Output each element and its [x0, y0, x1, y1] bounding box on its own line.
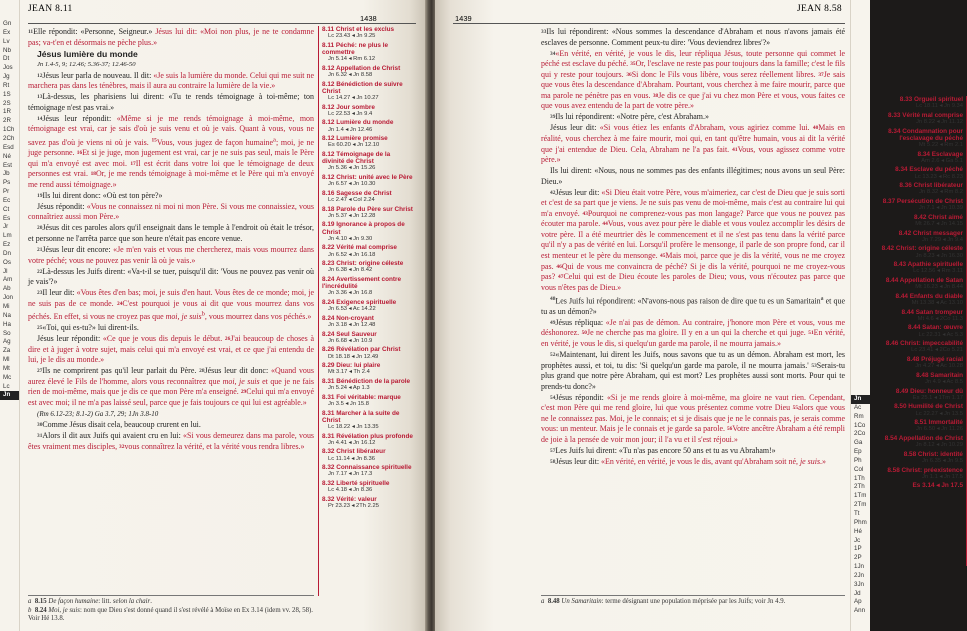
topic-refs: Jn 8.32 ◂ Rm 8.2 — [919, 189, 963, 196]
topic-refs: Jn 6.50 ◂ Jn 11.26 — [916, 426, 963, 433]
thumb-tab[interactable]: Jc — [854, 536, 861, 544]
thumb-tab[interactable]: Ga — [854, 439, 863, 447]
topic-title: 8.48 Samaritain — [916, 371, 963, 379]
topic-refs: Jn 6.53 ◂ Ac 14.22 — [328, 306, 376, 313]
topic-title: 8.34 Condamnation pour l'esclavage du péché — [888, 127, 963, 142]
topic-entry — [322, 433, 413, 447]
topic-refs: Dt 18.18 ◂ Jn 12.49 — [328, 353, 379, 360]
topic-title: 8.11 Péché: ne plus le commettre — [322, 41, 389, 56]
topic-title: 8.36 Christ libérateur — [899, 182, 963, 190]
thumb-tab[interactable]: 2Th — [854, 483, 865, 491]
topic-title: 8.19 Ignorance à propos de Christ — [322, 221, 405, 236]
thumb-tab[interactable]: 1Th — [854, 474, 865, 482]
topic-entry — [322, 190, 413, 204]
thumb-tab[interactable]: Ep — [854, 448, 862, 456]
topic-title: 8.44 Satan: œuvre — [907, 324, 963, 332]
thumb-tab[interactable]: Esd — [3, 143, 14, 151]
topic-title: 8.43 Apathie spirituelle — [893, 261, 963, 269]
topic-entry — [322, 119, 413, 133]
verse-paragraph: Jésus leur répondit: «Ce que je vous dis depuis le début. $^{26}$J'ai beaucoup de choses à dire et à juger à votre sujet, mais celui qui m'a envoyé est vrai, et ce que j'ai entendu de lui, je le dis au monde.» — [28, 334, 314, 365]
topic-refs: Es 60.20 ◂ Jn 12.10 — [328, 142, 380, 149]
thumb-tab[interactable]: Lc — [3, 382, 10, 390]
thumb-tab[interactable]: 1Ch — [3, 126, 15, 134]
thumb-tab[interactable]: Jos — [3, 64, 13, 72]
topic-refs: Jn 5.24 ◂ Ap 1.3 — [328, 385, 370, 392]
topic-entry — [322, 81, 413, 102]
topic-entry — [322, 244, 413, 258]
thumb-tab[interactable]: Ct — [3, 205, 10, 213]
topic-title: 8.12 Lumière du monde — [322, 119, 394, 127]
topic-sidebar — [880, 96, 967, 566]
topic-entry — [880, 403, 963, 417]
verse-paragraph: $^{31}$Alors il dit aux Juifs qui avaient cru en lui: «Si vous demeurez dans ma parole, vous êtes vraiment mes disciples, $^{32}$vous connaîtrez la vérité, et la vérité vous rendra libres.» — [28, 431, 315, 451]
topic-entry — [322, 362, 413, 376]
topic-refs: Mt 5.22 ◂ Rm 2.1 — [918, 142, 963, 148]
thumb-tab[interactable]: Ha — [3, 320, 11, 328]
thumb-tab[interactable]: Os — [3, 258, 11, 266]
topic-refs: Jn 6.35 ◂ Jn 9.5 — [922, 457, 963, 464]
thumb-tab[interactable]: Hé — [854, 527, 862, 535]
topic-refs: Lc 22.27 ◂ Jn 13.5 — [915, 410, 963, 417]
topic-title: 8.31 Foi véritable: marque — [322, 393, 401, 401]
topic-entry — [880, 293, 963, 307]
topic-title: 8.31 Bénédiction de la parole — [322, 377, 411, 385]
book-thumb-index — [0, 0, 20, 631]
verse-paragraph: $^{30}$Comme Jésus disait cela, beaucoup crurent en lui. — [37, 419, 201, 429]
topic-refs: Jn 3.36 ◂ Jn 16.8 — [328, 290, 373, 297]
topic-entry — [322, 496, 413, 510]
topic-refs: Jn 7.29 ◂ Jn 9.4 — [922, 236, 963, 243]
header-rule — [453, 23, 845, 24]
topic-entry — [322, 135, 413, 149]
thumb-tab[interactable]: 2Jn — [854, 571, 864, 579]
topic-title: 8.31 Marcher à la suite de Christ — [322, 409, 400, 424]
thumb-tab[interactable]: 1S — [3, 90, 11, 98]
footnote: a 8.48 Un Samaritain: terme désignant une population méprisée par les Juifs; voir Jn 4.9. — [541, 598, 786, 605]
topic-title: 8.54 Appellation de Christ — [884, 434, 963, 442]
thumb-tab[interactable]: Ag — [3, 338, 11, 346]
thumb-tab[interactable]: Am — [3, 276, 13, 284]
book-thumb-index — [850, 0, 870, 631]
page-number: 1438 — [360, 14, 377, 23]
footnote-rule — [28, 595, 314, 596]
thumb-tab[interactable]: Phm — [854, 518, 867, 526]
thumb-tab[interactable]: 3Jn — [854, 580, 864, 588]
topic-sidebar — [318, 26, 413, 596]
topic-entry — [322, 448, 413, 462]
topic-title: 8.18 Parole du Père sur Christ — [322, 205, 413, 213]
verse-paragraph: $^{48}$Les Juifs lui répondirent: «N'avons-nous pas raison de dire que tu es un Samaritain$^a$ et que tu as un démon?» — [541, 294, 845, 316]
verse-paragraph: $^{14}$Jésus leur répondit: «Même si je me rends témoignage à moi-même, mon témoignage est vrai, car je sais d'où je suis venu et où je vais. Quant à vous, vous ne savez pas d'où je viens ni où je vais. $^{15}$Vous, vous jugez de façon humaine$^a$; moi, je ne juge personne. $^{16}$Et si je juge, mon jugement est vrai, car je ne suis pas seul, mais le Père qui m'a envoyé est avec moi. $^{17}$Il est écrit dans votre loi que le témoignage de deux personnes est vrai. $^{18}$Or, je me rends témoignage à moi-même et le Père qui m'a envoyé me rend aussi témoignage.» — [28, 113, 315, 189]
thumb-tab[interactable]: Gn — [3, 20, 12, 27]
topic-entry — [322, 221, 413, 242]
footnotes — [541, 598, 845, 607]
topic-refs: Jn 1.1 ◂ Jn 17.5 — [922, 473, 963, 480]
topic-entry — [322, 104, 413, 118]
topic-title: 8.12 Christ: unité avec le Père — [322, 173, 413, 181]
topic-refs: Jn 5.36 ◂ Jn 15.26 — [328, 165, 376, 172]
thumb-tab[interactable]: Ps — [3, 179, 11, 187]
topic-entry — [880, 340, 963, 354]
thumb-tab[interactable]: Ml — [3, 356, 10, 364]
thumb-tab[interactable]: 2R — [3, 117, 11, 125]
topic-refs: Jn 4.10 ◂ Jn 9.30 — [328, 235, 373, 242]
topic-title: 8.48 Préjugé racial — [906, 355, 963, 363]
verse-paragraph: Jésus leur dit: «Si vous étiez les enfants d'Abraham, vous agiriez comme lui. $^{40}$Mais en réalité, vous cherchez à me faire mourir, moi qui, en tant qu'être humain, vous ai dit la vérité que j'ai entendue de Dieu. Cela, Abraham ne l'a pas fait. $^{41}$Vous, vous agissez comme votre père.» — [541, 123, 846, 165]
thumb-tab[interactable]: Es — [3, 214, 11, 222]
thumb-tab[interactable]: Tt — [854, 509, 860, 517]
main-text-column — [28, 27, 314, 592]
thumb-tab[interactable]: Ex — [3, 28, 11, 36]
parallel-refs: Jn 1.4-5, 9; 12.46; 5.36-37; 12.46-50 — [37, 60, 136, 68]
topic-refs: Jn 4.9 ◂ Ac 8.5 — [924, 378, 963, 385]
topic-refs: Pr 23.23 ◂ 2Th 2.25 — [328, 502, 379, 509]
topic-refs: Lc 4.18 ◂ Jn 8.36 — [328, 487, 373, 494]
topic-title: 8.44 Appellation de Satan — [885, 276, 963, 284]
verse-paragraph: $^{13}$Là-dessus, les pharisiens lui dirent: «Tu te rends témoignage à toi-même; ton témoignage n'est pas vrai.» — [28, 92, 314, 112]
topic-title: 8.16 Sagesse de Christ — [322, 189, 392, 197]
topic-entry — [880, 166, 963, 180]
topic-refs: Lc 22.31 ◂ Ac 5.3 — [918, 331, 963, 338]
thumb-tab[interactable]: Ec — [3, 196, 11, 204]
topic-title: 8.51 Immortalité — [914, 419, 963, 427]
verse-paragraph: Ils lui dirent: «Nous, nous ne sommes pas des enfants illégitimes; nous avons un seul Père: Dieu.» — [541, 166, 845, 186]
topic-refs: Mt 26.7 ◂ Jn 14.15 — [915, 220, 963, 227]
topic-entry — [322, 174, 413, 188]
topic-refs: Lc 22.53 ◂ Jn 9.4 — [328, 110, 373, 117]
thumb-tab[interactable]: Est — [3, 161, 12, 169]
topic-entry — [322, 26, 413, 40]
topic-refs: Jn 4.41 ◂ Jn 16.12 — [328, 439, 376, 446]
topic-title: 8.37 Persécution de Christ — [882, 197, 963, 205]
topic-refs: Am 2.6 ◂ Ga 5.1 — [921, 157, 963, 164]
thumb-tab[interactable]: Pr — [3, 188, 10, 196]
topic-title: 8.32 Connaissance spirituelle — [322, 464, 412, 472]
topic-title: 8.32 Liberté spirituelle — [322, 479, 390, 487]
topic-refs: Lc 18.22 ◂ Jn 13.35 — [328, 423, 379, 430]
topic-title: 8.23 Christ: origine céleste — [322, 260, 404, 268]
topic-entry — [880, 482, 963, 489]
topic-entry — [880, 277, 963, 291]
topic-title: 8.33 Orgueil spirituel — [899, 96, 963, 103]
verse-paragraph: $^{21}$Jésus leur dit encore: «Je m'en vais et vous me chercherez, mais vous mourrez dans votre péché; vous ne pouvez pas venir là où je vais.» — [28, 245, 314, 265]
topic-refs: Lc 23.43 ◂ Jn 9.25 — [328, 33, 376, 40]
thumb-tab[interactable]: Jr — [3, 223, 9, 231]
thumb-tab[interactable]: Mi — [3, 303, 10, 310]
topic-title: 8.34 Esclavage — [917, 150, 963, 158]
topic-entry — [880, 112, 963, 126]
topic-entry — [322, 346, 413, 360]
topic-entry — [880, 419, 963, 433]
verse-paragraph: $^{52}$«Maintenant, lui dirent les Juifs, nous savons que tu as un démon. Abraham est mort, les prophètes aussi, et toi, tu dis: 'Si quelqu'un garde ma parole, il ne mourra jamais.' $^{53}$Serais-tu plus grand que notre père Abraham, qui est mort? Les prophètes aussi sont morts. Pour qui te prends-tu donc?» — [541, 350, 845, 391]
verse-paragraph: $^{54}$Jésus répondit: «Si je me rends gloire à moi-même, ma gloire ne vaut rien. Cependant, c'est mon Père qui me rend gloire, lui que vous présentez comme votre Dieu $^{55}$alors que vous ne le connaissez pas. Moi, je le connais; et si je disais que je ne le connais pas, je serais comme vous: un menteur. Mais je le connais et je garde sa parole. $^{56}$Votre ancêtre Abraham a été rempli de joie à la pensée de voir mon jour; il l'a vu et il s'est réjoui.» — [541, 392, 846, 444]
topic-entry — [322, 151, 413, 172]
topic-title: 8.58 Christ: identité — [903, 450, 963, 458]
thumb-tab[interactable]: Ez — [3, 241, 11, 249]
verse-paragraph: $^{33}$Ils lui répondirent: «Nous sommes la descendance d'Abraham et nous n'avons jamais été esclaves de personne. Comment peux-tu dire: 'Vous deviendrez libres'?» — [541, 27, 845, 47]
topic-refs: Lc 11.14 ◂ Jn 8.36 — [328, 455, 375, 462]
right-page — [433, 0, 963, 631]
topic-refs: Jn 6.38 ◂ Jn 8.42 — [328, 267, 373, 274]
topic-entry — [880, 214, 963, 228]
thumb-tab[interactable]: Na — [3, 311, 11, 319]
thumb-tab[interactable]: Ann — [854, 607, 866, 615]
topic-title: 8.46 Christ: impeccabilité — [885, 340, 963, 348]
verse-paragraph: $^{23}$Il leur dit: «Vous êtes d'en bas; moi, je suis d'en haut. Vous êtes de ce monde; moi, je ne suis pas de ce monde. $^{24}$C'est pourquoi je vous ai dit que vous mourrez dans vos péchés. En effet, si vous ne croyez pas que moi, je suis$^b$, vous mourrez dans vos péchés.» — [28, 288, 314, 321]
thumb-tab[interactable]: Ph — [854, 456, 862, 464]
topic-refs: Jn 5.37 ◂ Jn 12.28 — [328, 212, 376, 219]
topic-refs: Lc 2.47 ◂ Col 2.24 — [328, 196, 375, 203]
topic-title: 8.24 Avertissement contre l'incrédulité — [322, 275, 402, 291]
thumb-tab[interactable]: Mt — [3, 364, 10, 372]
verse-paragraph: $^{42}$Jésus leur dit: «Si Dieu était votre Père, vous m'aimeriez, car c'est de Dieu que je suis sorti et c'est de sa part que je viens. Je ne suis pas venu de moi-même, mais c'est au contraire lui qui m'a envoyé. $^{43}$Pourquoi ne comprenez-vous pas mon langage? Parce que vous ne pouvez pas écouter ma parole. $^{44}$Vous, vous avez pour père le diable et vous voulez accomplir les désirs de votre père. Il a été meurtrier dès le commencement et il ne s'est pas tenu dans la vérité parce qu'il n'y a pas de vérité en lui. Lorsqu'il profère le mensonge, il parle de son propre fond, car il est menteur et le père du mensonge. $^{45}$Mais moi, parce que je dis la vérité, vous ne me croyez pas. $^{46}$Qui de vous me convaincra de péché? Si je dis la vérité, pourquoi ne me croyez-vous pas? $^{47}$Celui qui est de Dieu écoute les paroles de Dieu; vous, vous n'écoutez pas parce que vous n'êtes pas de Dieu.» — [541, 187, 846, 292]
topic-title: 8.31 Révélation plus profonde — [322, 432, 413, 440]
topic-entry — [322, 260, 413, 274]
topic-entry — [880, 128, 963, 149]
topic-entry — [880, 309, 963, 323]
verse-paragraph: $^{12}$Jésus leur parla de nouveau. Il dit: «Je suis la lumière du monde. Celui qui me suit ne marchera pas dans les ténèbres, mais il aura au contraire la lumière de la vie.» — [28, 70, 314, 91]
topic-title: 8.44 Satan trompeur — [901, 308, 963, 316]
topic-title: 8.22 Vérité mal comprise — [322, 244, 397, 252]
footnote: b 8.24 Moi, je suis: nom que Dieu s'est donné quand il s'est révélé à Moïse en Ex 3.14 (idem vv. 28, 58). Voir Hé 13.8. — [28, 606, 314, 623]
topic-refs: Es 25.1 ◂ 1Tm 1.17 — [912, 394, 963, 401]
topic-entry — [322, 276, 413, 297]
left-page — [0, 0, 427, 631]
topic-title: 8.24 Seul Sauveur — [322, 330, 377, 338]
thumb-tab[interactable]: 2P — [854, 554, 862, 562]
topic-entry — [880, 467, 963, 481]
thumb-tab[interactable]: Nb — [3, 46, 11, 54]
thumb-tab[interactable]: Né — [3, 152, 11, 160]
topic-title: 8.33 Vérité mal comprise — [888, 111, 963, 119]
topic-entry — [322, 315, 413, 329]
topic-refs: Lc 23.41 ◂ 2Co 5.21 — [911, 347, 963, 354]
thumb-tab[interactable]: 1Co — [854, 421, 866, 429]
topic-entry — [880, 182, 963, 196]
topic-title: 8.29 Dieu: lui plaire — [322, 362, 381, 370]
topic-entry — [322, 464, 413, 478]
topic-entry — [880, 151, 963, 165]
cross-refs: (Rm 6.12-23; 8.1-2) Ga 3.7, 29; 1Jn 3.8-10 — [37, 409, 159, 418]
topic-refs: Mt 13.38 ◂ Ac 13.10 — [911, 299, 963, 306]
footnote-rule — [541, 595, 845, 596]
thumb-tab[interactable]: Col — [854, 465, 864, 473]
topic-title: 8.11 Christ et les exclus — [322, 26, 395, 33]
topic-refs: Jn 6.32 ◂ Jn 8.58 — [328, 72, 373, 78]
topic-refs: Jn 3.5 ◂ Jn 15.8 — [328, 400, 369, 407]
topic-refs: Jn 5.14 ◂ Rm 6.12 — [328, 56, 376, 63]
thumb-tab[interactable]: Jg — [3, 73, 10, 81]
topic-title: 8.12 Jour sombre — [322, 103, 375, 111]
topic-entry — [322, 65, 413, 79]
topic-entry — [880, 324, 963, 338]
header-rule — [28, 23, 416, 24]
topic-entry — [880, 451, 963, 465]
thumb-tab[interactable]: Za — [3, 347, 11, 355]
thumb-tab[interactable]: 2Ch — [3, 134, 15, 142]
thumb-tab[interactable]: Dt — [3, 55, 10, 63]
thumb-tab[interactable]: Dn — [3, 249, 11, 257]
main-text-column — [541, 27, 845, 592]
topic-title: 8.58 Christ: préexistence — [887, 466, 963, 474]
topic-title: 8.24 Non-croyant — [322, 314, 374, 322]
topic-entry — [322, 480, 413, 494]
topic-entry — [880, 198, 963, 212]
verse-paragraph: $^{20}$Jésus dit ces paroles alors qu'il enseignait dans le temple à l'endroit où était le trésor, et personne ne l'arrêta parce que son heure n'était pas encore venue. — [28, 223, 314, 244]
running-head: JEAN 8.58 — [797, 4, 842, 14]
thumb-tab[interactable]: Ab — [3, 285, 11, 293]
verse-paragraph: $^{39}$Ils lui répondirent: «Notre père, c'est Abraham.» — [550, 112, 709, 122]
topic-entry — [322, 206, 413, 220]
thumb-tab[interactable]: 2Tm — [854, 501, 867, 509]
footnotes — [28, 598, 314, 624]
thumb-tab[interactable]: Jl — [3, 267, 8, 275]
footnote: a 8.15 De façon humaine: litt. selon la chair. — [28, 598, 152, 605]
topic-entry — [880, 96, 963, 110]
topic-refs: Mt 4.6 ◂ 2Co 11.3 — [917, 315, 963, 322]
topic-entry — [880, 245, 963, 259]
topic-entry — [322, 331, 413, 345]
thumb-tab[interactable]: Jn — [851, 395, 870, 404]
verse-paragraph: $^{34}$«En vérité, en vérité, je vous le dis, leur répliqua Jésus, toute personne qui commet le péché est esclave du péché. $^{35}$Or, l'esclave ne reste pas pour toujours dans la famille; c'est le fils qui y reste pour toujours. $^{36}$Si donc le Fils vous libère, vous serez réellement libres. $^{37}$Je sais que vous êtes la descendance d'Abraham. Pourtant, vous cherchez à me faire mourir, parce que ma parole ne pénètre pas en vous. $^{38}$Je dis ce que j'ai vu chez mon Père et vous, vous faites ce que vous avez entendu de la part de votre père.» — [541, 48, 846, 111]
thumb-tab[interactable]: Rt — [3, 81, 10, 89]
verse-paragraph: $^{49}$Jésus répliqua: «Je n'ai pas de démon. Au contraire, j'honore mon Père et vous, vous me déshonorez. $^{50}$Je ne cherche pas ma gloire. Il y en a un qui la cherche et qui juge. $^{51}$En vérité, en vérité, je vous le dis, si quelqu'un garde ma parole, il ne mourra jamais.» — [541, 317, 845, 348]
thumb-tab[interactable]: 1Tm — [854, 492, 867, 500]
topic-title: 8.42 Christ messager — [898, 229, 963, 237]
thumb-tab[interactable]: 1P — [854, 545, 862, 553]
topic-title: Es 3.14 ◂ Jn 17.5 — [912, 482, 963, 490]
topic-refs: Lc 13.23 ◂ Rc 8.23 — [914, 173, 963, 180]
topic-refs: Lc 18.11 ◂ Jn 9.34 — [916, 103, 963, 110]
thumb-tab[interactable]: Lv — [3, 37, 10, 45]
topic-entry — [880, 372, 963, 386]
verse-paragraph: Jésus répondit: «Vous ne connaissez ni moi ni mon Père. Si vous me connaissiez, vous connaîtriez aussi mon Père.» — [28, 201, 314, 222]
topic-title: 8.32 Vérité: valeur — [322, 495, 377, 503]
thumb-tab[interactable]: Jn — [0, 391, 19, 400]
topic-refs: Jn 7.1 ◂ Jn 10.39 — [918, 205, 963, 212]
book-gutter — [425, 0, 435, 631]
topic-entry — [880, 356, 963, 370]
topic-entry — [880, 230, 963, 244]
topic-title: 8.42 Christ: origine céleste — [881, 245, 963, 253]
topic-entry — [880, 261, 963, 275]
page-number: 1439 — [455, 14, 472, 23]
verse-paragraph: $^{27}$Ils ne comprirent pas qu'il leur parlait du Père. $^{28}$Jésus leur dit donc: «Quand vous aurez élevé le Fils de l'homme, alors vous reconnaîtrez que moi, je suis et que je ne fais rien de moi-même, mais que je dis ce que mon Père m'a enseigné. $^{29}$Celui qui m'a envoyé est avec moi; il ne m'a pas laissé seul, parce que je fais toujours ce qui lui est agréable.» — [28, 366, 315, 407]
topic-refs: Jn 8.22 ◂ Jn 11.12 — [916, 119, 963, 125]
running-head: JEAN 8.11 — [28, 4, 73, 14]
topic-title: 8.12 Lumière promise — [322, 135, 388, 143]
thumb-tab[interactable]: 1R — [3, 108, 11, 116]
topic-title: 8.12 Bénédiction de suivre Christ — [322, 80, 403, 95]
topic-title: 8.49 Dieu: honneur dû — [895, 387, 963, 395]
verse-paragraph: $^{11}$Elle répondit: «Personne, Seigneur.» Jésus lui dit: «Moi non plus, je ne te condamne pas; va-t'en et désormais ne pèche plus.» — [28, 27, 314, 47]
topic-refs: Jn 6.52 ◂ Jn 16.18 — [328, 251, 376, 258]
topic-refs: Lc 14.27 ◂ Jn 10.27 — [328, 95, 379, 101]
topic-entry — [322, 299, 413, 313]
section-heading: Jésus lumière du monde — [37, 48, 138, 59]
topic-title: 8.26 Révélation par Christ — [322, 346, 401, 354]
verse-paragraph: $^{19}$Ils lui dirent donc: «Où est ton père?» — [37, 190, 163, 200]
topic-refs: Jn 1.4 ◂ Jn 12.46 — [328, 126, 373, 133]
topic-refs: Mt 16.23 ◂ Jn 8.44 — [915, 284, 963, 291]
topic-title: 8.50 Humilité de Christ — [894, 403, 963, 411]
topic-entry — [322, 410, 413, 431]
topic-refs: Jn 6.68 ◂ Jn 10.9 — [328, 337, 373, 344]
topic-refs: Lc 12.56 ◂ Rm 3.11 — [913, 268, 963, 275]
topic-refs: Jn 6.57 ◂ Jn 10.30 — [328, 181, 376, 188]
topic-refs: Jn 8.12 ◂ Jn 10.29 — [915, 442, 963, 449]
thumb-tab[interactable]: Ac — [854, 403, 862, 411]
topic-title: 8.24 Exigence spirituelle — [322, 298, 397, 306]
topic-refs: Jn 3.18 ◂ Jn 12.48 — [328, 321, 376, 328]
topic-title: 8.34 Esclave du péché — [895, 166, 963, 174]
topic-title: 8.42 Christ aimé — [913, 213, 963, 221]
topic-refs: Mt 3.17 ◂ Th 2.4 — [328, 369, 370, 376]
thumb-tab[interactable]: Rm — [854, 412, 864, 420]
thumb-tab[interactable]: Jb — [3, 170, 10, 178]
topic-refs: Jn 8.23 ◂ Jn 16.30 — [915, 252, 963, 259]
thumb-tab[interactable]: 1Jn — [854, 563, 864, 571]
topic-title: 8.44 Enfants du diable — [895, 292, 963, 300]
topic-entry — [322, 394, 413, 408]
verse-paragraph: $^{57}$Les Juifs lui dirent: «Tu n'as pas encore 50 ans et tu as vu Abraham!» — [550, 445, 776, 455]
thumb-tab[interactable]: Jon — [3, 294, 13, 302]
verse-paragraph: $^{22}$Là-dessus les Juifs dirent: «Va-t-il se tuer, puisqu'il dit: 'Vous ne pouvez pas venir où je vais'?» — [28, 266, 314, 287]
topic-refs: Jn 7.17 ◂ Jn 17.3 — [328, 471, 373, 478]
topic-entry — [322, 42, 413, 63]
verse-paragraph: $^{58}$Jésus leur dit: «En vérité, en vérité, je vous le dis, avant qu'Abraham soit né, je suis.» — [550, 457, 826, 467]
topic-entry — [880, 388, 963, 402]
topic-refs: Jn 4.27 ◂ Ac 10.28 — [915, 363, 963, 370]
thumb-tab[interactable]: 2S — [3, 99, 11, 107]
thumb-tab[interactable]: Mc — [3, 373, 12, 381]
topic-entry — [322, 378, 413, 392]
topic-title: 8.12 Appellation de Christ — [322, 64, 401, 72]
topic-entry — [880, 435, 963, 449]
verse-paragraph: $^{25}$«Toi, qui es-tu?» lui dirent-ils. — [37, 323, 139, 333]
topic-title: 8.12 Témoignage de la divinité de Christ — [322, 150, 391, 166]
thumb-tab[interactable]: Ap — [854, 598, 862, 606]
topic-title: 8.32 Christ libérateur — [322, 448, 386, 456]
thumb-tab[interactable]: Lm — [3, 232, 12, 240]
thumb-tab[interactable]: 2Co — [854, 430, 866, 438]
thumb-tab[interactable]: Jd — [854, 589, 861, 597]
thumb-tab[interactable]: So — [3, 329, 11, 337]
